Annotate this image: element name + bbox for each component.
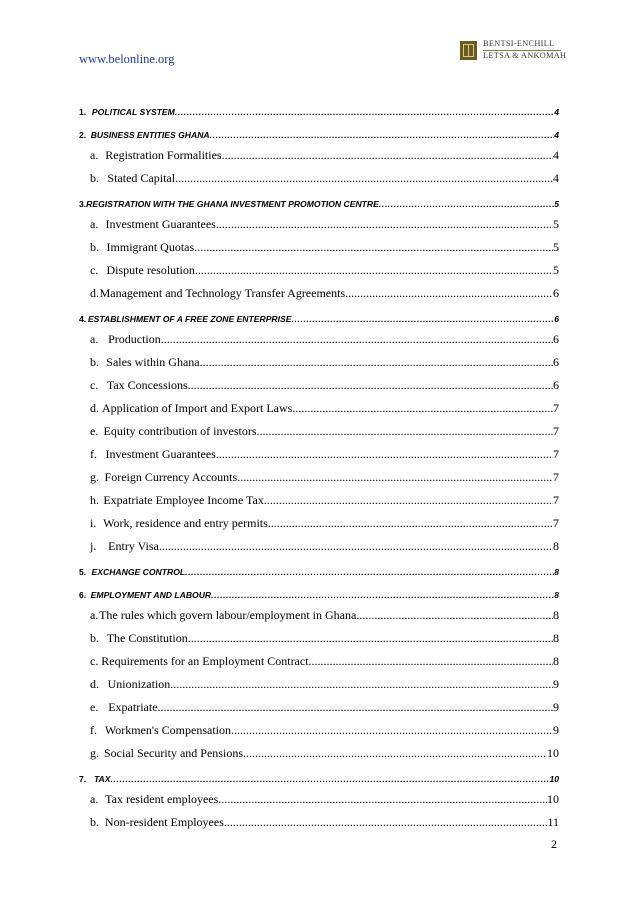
toc-entry-title: Tax Concessions	[106, 378, 188, 392]
toc-leader-dots	[188, 378, 553, 393]
toc-leader-dots	[268, 516, 553, 531]
toc-entry-title: Non-resident Employees	[104, 815, 224, 829]
toc-entry-title: Investment Guarantees	[105, 447, 216, 461]
toc-entry-title: Application of Import and Export Laws	[102, 401, 293, 415]
toc-leader-dots	[237, 470, 553, 485]
toc-entry[interactable]	[79, 445, 559, 462]
toc-entry-title: POLITICAL SYSTEM	[91, 107, 175, 117]
toc-entry-number: c.	[90, 654, 99, 668]
toc-entry[interactable]	[79, 169, 559, 186]
toc-entry-page: 10	[547, 746, 559, 760]
toc-entry[interactable]	[79, 790, 559, 807]
toc-entry-number: 5.	[79, 567, 87, 577]
toc-entry[interactable]	[79, 675, 559, 692]
toc-leader-dots	[200, 355, 553, 370]
company-logo	[460, 38, 567, 64]
toc-entry-number: d.	[90, 286, 99, 300]
toc-entry-title: Dispute resolution	[106, 263, 195, 277]
toc-entry-number: e.	[90, 424, 99, 438]
toc-entry[interactable]	[79, 146, 559, 163]
toc-entry-title: Requirements for an Employment Contract	[101, 654, 309, 668]
toc-entry-title: Equity contribution of investors.	[103, 424, 260, 438]
website-link[interactable]: www.belonline.org	[79, 52, 175, 66]
toc-entry-page: 4	[553, 148, 559, 162]
toc-entry-title: Entry Visa	[108, 539, 159, 553]
toc-leader-dots	[218, 792, 547, 807]
toc-entry[interactable]	[79, 330, 559, 347]
toc-entry-number: j.	[90, 539, 97, 553]
toc-entry-title: EMPLOYMENT AND LABOUR	[90, 590, 212, 600]
toc-leader-dots	[158, 700, 553, 715]
toc-entry-page: 9	[553, 677, 559, 691]
toc-leader-dots	[195, 263, 553, 278]
toc-entry-number: b.	[90, 171, 99, 185]
toc-entry-number: b.	[90, 631, 99, 645]
toc-entry-title: Production	[108, 332, 161, 346]
toc-entry-page: 6	[553, 355, 559, 369]
toc-entry-number: a.	[90, 792, 99, 806]
toc-entry[interactable]	[79, 560, 559, 577]
toc-entry-number: b.	[90, 240, 99, 254]
toc-leader-dots	[175, 107, 554, 117]
toc-entry-page: 6	[554, 314, 559, 324]
toc-entry-number: b.	[90, 355, 99, 369]
toc-leader-dots	[185, 567, 554, 577]
toc-entry-title: Registration Formalities	[105, 148, 222, 162]
toc-entry-page: 4	[553, 171, 559, 185]
toc-leader-dots	[170, 677, 553, 692]
toc-entry-number: g.	[90, 746, 99, 760]
toc-leader-dots	[379, 199, 554, 209]
toc-entry-title: Expatriate	[108, 700, 158, 714]
toc-leader-dots	[191, 631, 553, 646]
toc-entry-title: Immigrant Quotas	[106, 240, 195, 254]
toc-entry-page: 8	[553, 608, 559, 622]
toc-entry-number: c.	[90, 263, 99, 277]
toc-entry[interactable]	[79, 491, 559, 508]
toc-entry[interactable]	[79, 629, 559, 646]
toc-entry-number: 4.	[79, 314, 87, 324]
toc-entry-page: 11	[547, 815, 559, 829]
toc-entry[interactable]	[79, 123, 559, 140]
toc-entry-number: f.	[90, 723, 97, 737]
toc-entry-title: Social Security and Pensions	[104, 746, 243, 760]
toc-entry-number: a.	[90, 608, 99, 622]
toc-leader-dots	[224, 815, 548, 830]
toc-entry-title: The rules which govern labour/employment in Ghana	[99, 608, 357, 622]
toc-leader-dots	[175, 171, 553, 186]
toc-leader-dots	[222, 148, 553, 163]
toc-entry-title: Sales within Ghana	[106, 355, 200, 369]
toc-entry-page: 8	[553, 539, 559, 553]
logo-line-2: LETSA & ANKOMAH	[483, 51, 567, 60]
toc-leader-dots	[309, 654, 553, 669]
toc-entry-number: a.	[90, 332, 99, 346]
toc-entry[interactable]	[79, 744, 559, 761]
toc-entry-page: 7	[553, 516, 559, 530]
toc-entry-page: 7	[553, 493, 559, 507]
toc-entry-page: 5	[553, 240, 559, 254]
toc-entry[interactable]	[79, 652, 559, 669]
toc-entry[interactable]	[79, 698, 559, 715]
toc-entry-title: Tax resident employees	[105, 792, 219, 806]
toc-entry-page: 8	[553, 631, 559, 645]
toc-entry-number: g.	[90, 470, 99, 484]
toc-entry-page: 8	[554, 567, 559, 577]
toc-entry-number: a.	[90, 148, 99, 162]
toc-leader-dots	[264, 493, 553, 508]
toc-entry-page: 7	[553, 470, 559, 484]
toc-entry[interactable]	[79, 284, 559, 301]
toc-entry-number: b.	[90, 815, 99, 829]
toc-leader-dots	[345, 286, 553, 301]
toc-leader-dots	[216, 447, 553, 462]
toc-entry-title: Stated Capital	[107, 171, 176, 185]
toc-entry-title: The Constitution.	[106, 631, 191, 645]
toc-leader-dots	[161, 332, 553, 347]
toc-entry-number: e.	[90, 700, 99, 714]
toc-entry[interactable]	[79, 537, 559, 554]
toc-leader-dots	[243, 746, 547, 761]
toc-entry-page: 10	[547, 792, 559, 806]
toc-entry[interactable]	[79, 307, 559, 324]
toc-leader-dots	[216, 217, 553, 232]
toc-leader-dots	[260, 424, 554, 439]
toc-entry-title: REGISTRATION WITH THE GHANA INVESTMENT PROMOTION CENTRE	[86, 199, 379, 209]
toc-leader-dots	[356, 608, 553, 623]
toc-entry-page: 5	[553, 217, 559, 231]
toc-entry-page: 6	[553, 332, 559, 346]
toc-entry-page: 6	[553, 378, 559, 392]
toc-entry-title: Work, residence and entry permits	[103, 516, 268, 530]
toc-entry-page: 8	[553, 654, 559, 668]
toc-entry-number: d.	[90, 677, 99, 691]
toc-entry-page: 8	[554, 590, 559, 600]
toc-entry-number: i.	[90, 516, 97, 530]
toc-entry[interactable]	[79, 813, 559, 830]
toc-entry-number: a.	[90, 217, 99, 231]
toc-leader-dots	[194, 240, 553, 255]
toc-entry-title: EXCHANGE CONTROL	[91, 567, 186, 577]
toc-leader-dots	[159, 539, 553, 554]
toc-entry-title: Foreign Currency Accounts	[104, 470, 238, 484]
toc-entry[interactable]	[79, 606, 559, 623]
toc-entry-title: Unionization	[107, 677, 171, 691]
toc-entry-number: 7.	[79, 774, 87, 784]
toc-entry[interactable]	[79, 100, 559, 117]
toc-entry-page: 5	[554, 199, 559, 209]
toc-entry[interactable]	[79, 192, 559, 209]
toc-entry-page: 7	[553, 401, 559, 415]
toc-leader-dots	[292, 401, 553, 416]
toc-entry[interactable]	[79, 514, 559, 531]
toc-entry-page: 7	[553, 447, 559, 461]
toc-entry[interactable]	[79, 238, 559, 255]
toc-entry-number: d.	[90, 401, 99, 415]
toc-entry-page: 4	[554, 107, 559, 117]
toc-entry-page: 4	[554, 130, 559, 140]
toc-entry-title: Expatriate Employee Income Tax	[103, 493, 264, 507]
toc-entry-number: 3.	[79, 199, 87, 209]
toc-entry-page: 10	[549, 774, 559, 784]
toc-entry[interactable]	[79, 583, 559, 600]
toc-entry-number: 6.	[79, 590, 87, 600]
toc-entry[interactable]	[79, 468, 559, 485]
toc-entry[interactable]	[79, 399, 559, 416]
toc-leader-dots	[210, 130, 555, 140]
toc-entry[interactable]	[79, 215, 559, 232]
toc-entry-page: 6	[553, 286, 559, 300]
toc-entry-number: 2.	[79, 130, 87, 140]
logo-line-1: BENTSI-ENCHILL	[483, 39, 555, 48]
toc-entry[interactable]	[79, 353, 559, 370]
toc-entry[interactable]	[79, 376, 559, 393]
toc-entry-page: 9	[553, 700, 559, 714]
toc-leader-dots	[211, 590, 554, 600]
toc-entry-title: Investment Guarantees	[105, 217, 216, 231]
toc-entry[interactable]	[79, 422, 559, 439]
toc-entry-title: ESTABLISHMENT OF A FREE ZONE ENTERPRISE	[87, 314, 292, 324]
logo-emblem-icon	[460, 41, 477, 60]
toc-entry-page: 7	[553, 424, 559, 438]
toc-entry-page: 5	[553, 263, 559, 277]
toc-entry[interactable]	[79, 721, 559, 738]
toc-entry[interactable]	[79, 767, 559, 784]
toc-entry-title: BUSINESS ENTITIES GHANA	[90, 130, 210, 140]
toc-entry[interactable]	[79, 261, 559, 278]
toc-entry-number: 1.	[79, 107, 87, 117]
toc-entry-number: h.	[90, 493, 99, 507]
toc-entry-title: Workmen's Compensation	[104, 723, 232, 737]
toc-leader-dots	[292, 314, 555, 324]
toc-entry-page: 9	[553, 723, 559, 737]
toc-leader-dots	[111, 774, 550, 784]
toc-entry-number: f.	[90, 447, 97, 461]
page-number: 2	[551, 837, 557, 851]
toc-leader-dots	[231, 723, 553, 738]
toc-entry-number: c.	[90, 378, 99, 392]
toc-entry-title: TAX	[93, 774, 111, 784]
toc-entry-title: Management and Technology Transfer Agreements	[99, 286, 346, 300]
